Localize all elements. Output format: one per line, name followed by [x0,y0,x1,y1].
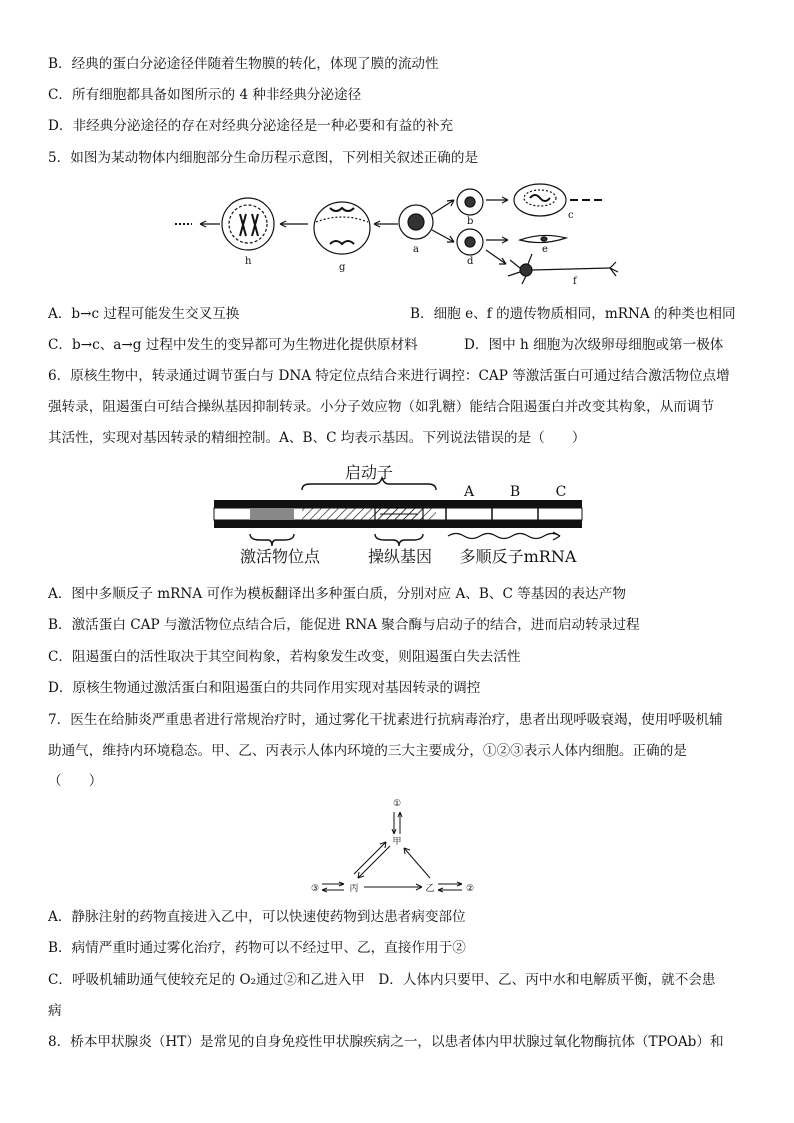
label-g: g [339,262,346,273]
label-cell-3: ③ [310,884,320,894]
activator-site-region [250,508,294,520]
label-f: f [573,276,577,287]
q6-stem-line3: 其活性，实现对基因转录的精细控制。A、B、C 均表示基因。下列说法错误的是（ ） [48,430,586,446]
q7-stem-line3: （ ） [48,773,103,789]
label-c: c [568,210,574,221]
q5-cell-life-history-figure [170,178,630,288]
label-gene-c: C [555,484,567,500]
q7-stem-line1: 7．医生在给肺炎严重患者进行常规治疗时，通过雾化干扰素进行抗病毒治疗，患者出现呼吸衰竭，使用呼吸机辅 [48,712,723,728]
q4-option-b: B．经典的蛋白分泌途径伴随着生物膜的转化，体现了膜的流动性 [48,56,439,72]
label-h: h [245,256,252,267]
q6-operon-figure [210,458,590,576]
q6-option-a: A．图中多顺反子 mRNA 可作为模板翻译出多种蛋白质，分别对应 A、B、C 等基因的表达产物 [48,586,626,602]
q6-option-c: C．阻遏蛋白的活性取决于其空间构象，若构象发生改变，则阻遏蛋白失去活性 [48,649,521,665]
q5-option-a: A．b→c 过程可能发生交叉互换 [48,306,240,322]
q5-stem: 5．如图为某动物体内细胞部分生命历程示意图，下列相关叙述正确的是 [48,150,479,166]
label-yi: 乙 [425,884,435,894]
q7-option-b: B．病情严重时通过雾化治疗，药物可以不经过甲、乙，直接作用于② [48,940,466,956]
label-promoter: 启动子 [344,463,394,482]
q4-option-c: C．所有细胞都具备如图所示的 4 种非经典分泌途径 [48,87,362,103]
label-activator-site: 激活物位点 [239,547,321,566]
q7-body-fluid-figure [300,796,490,900]
q5-option-c: C．b→c、a→g 过程中发生的变异都可为生物进化提供原材料 [48,337,418,353]
q7-option-d-wrap: 病 [48,1003,62,1019]
q7-option-a: A．静脉注射的药物直接进入乙中，可以快速使药物到达患者病变部位 [48,909,466,925]
cell-g [314,202,370,254]
label-gene-a: A [463,484,475,500]
label-gene-b: B [509,484,521,500]
q6-option-b: B．激活蛋白 CAP 与激活物位点结合后，能促进 RNA 聚合酶与启动子的结合，进而启动转录过程 [48,617,640,633]
q6-stem-line2: 强转录，阻遏蛋白可结合操纵基因抑制转录。小分子效应物（如乳糖）能结合阻遏蛋白并改变其构象，从而调节 [48,399,715,415]
q4-option-d: D．非经典分泌途径的存在对经典分泌途径是一种必要和有益的补充 [48,118,454,134]
cell-h [222,198,274,250]
label-a: a [413,244,419,255]
label-e: e [542,244,548,255]
q6-stem-line1: 6．原核生物中，转录通过调节蛋白与 DNA 特定位点结合来进行调控：CAP 等激活蛋白可通过结合激活物位点增 [48,368,730,384]
cell-c [514,184,566,216]
label-cell-1: ① [392,799,402,809]
label-operator: 操纵基因 [367,547,433,566]
q5-option-b: B．细胞 e、f 的遗传物质相同，mRNA 的种类也相同 [410,306,736,322]
label-d: d [467,256,474,267]
q5-option-d: D．图中 h 细胞为次级卵母细胞或第一极体 [464,337,724,353]
label-cell-2: ② [465,884,475,894]
q7-option-c-d: C．呼吸机辅助通气使较充足的 O₂通过②和乙进入甲 D．人体内只要甲、乙、丙中水和电解质平衡，就不会患 [48,972,716,988]
q7-stem-line2: 助通气，维持内环境稳态。甲、乙、丙表示人体内环境的三大主要成分，①②③表示人体内细胞。正确的是 [48,743,687,759]
q6-option-d: D．原核生物通过激活蛋白和阻遏蛋白的共同作用实现对基因转录的调控 [48,680,481,696]
label-polycistronic-mrna: 多顺反子mRNA [459,547,577,566]
label-jia: 甲 [392,837,402,847]
label-bing: 丙 [349,884,359,894]
label-b: b [467,216,474,227]
cell-f [508,254,618,284]
mrna-arrow [448,534,560,539]
q8-stem-line1: 8．桥本甲状腺炎（HT）是常见的自身免疫性甲状腺疾病之一，以患者体内甲状腺过氧化物酶抗体（TPOAb）和 [48,1034,724,1050]
